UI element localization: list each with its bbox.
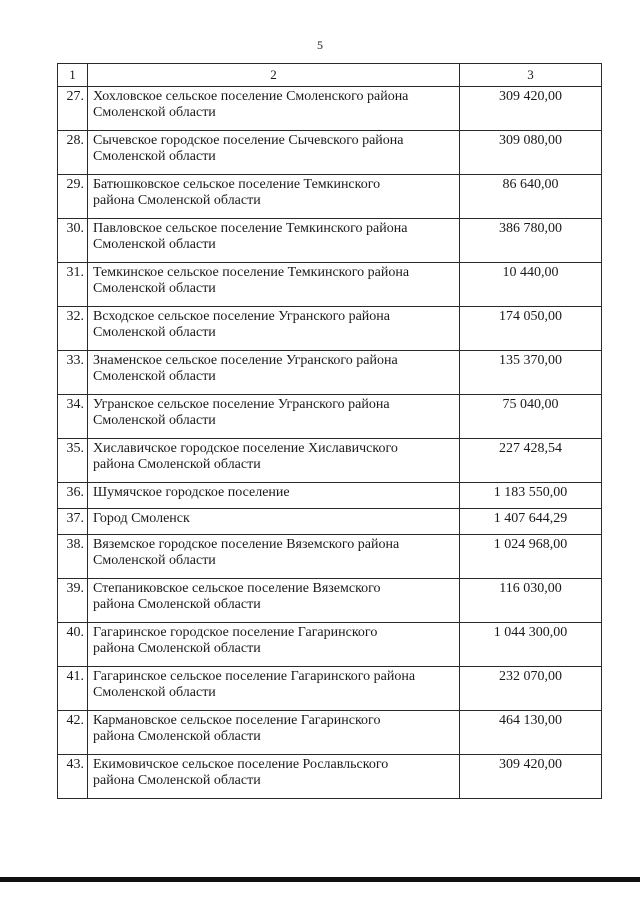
amount: 309 420,00: [460, 755, 602, 799]
amount: 1 044 300,00: [460, 623, 602, 667]
settlement-name: Гагаринское городское поселение Гагаринского района Смоленской области: [88, 623, 460, 667]
amount: 75 040,00: [460, 395, 602, 439]
settlement-name: Темкинское сельское поселение Темкинского района Смоленской области: [88, 263, 460, 307]
row-number: 35.: [58, 439, 88, 483]
row-number: 40.: [58, 623, 88, 667]
settlement-name: Угранское сельское поселение Угранского района Смоленской области: [88, 395, 460, 439]
settlement-name: Вяземское городское поселение Вяземского района Смоленской области: [88, 535, 460, 579]
row-number: 29.: [58, 175, 88, 219]
settlement-name: Екимовичское сельское поселение Рославльского района Смоленской области: [88, 755, 460, 799]
table-row: [58, 755, 602, 799]
amount: 232 070,00: [460, 667, 602, 711]
amount: 1 407 644,29: [460, 509, 602, 535]
table-header-row: [58, 64, 602, 87]
table-row: [58, 219, 602, 263]
amount: 135 370,00: [460, 351, 602, 395]
row-number: 39.: [58, 579, 88, 623]
header-col-2: 2: [88, 64, 460, 87]
header-col-1: 1: [58, 64, 88, 87]
amount: 10 440,00: [460, 263, 602, 307]
table-row: [58, 483, 602, 509]
settlement-name: Павловское сельское поселение Темкинского района Смоленской области: [88, 219, 460, 263]
settlement-name: Шумячское городское поселение: [88, 483, 460, 509]
table-row: [58, 87, 602, 131]
page-number: 5: [317, 38, 323, 52]
amount: 464 130,00: [460, 711, 602, 755]
amount: 227 428,54: [460, 439, 602, 483]
amount: 309 080,00: [460, 131, 602, 175]
settlement-name: Степаниковское сельское поселение Вяземского района Смоленской области: [88, 579, 460, 623]
table-row: [58, 439, 602, 483]
row-number: 28.: [58, 131, 88, 175]
row-number: 32.: [58, 307, 88, 351]
row-number: 30.: [58, 219, 88, 263]
row-number: 38.: [58, 535, 88, 579]
table-row: [58, 667, 602, 711]
row-number: 27.: [58, 87, 88, 131]
settlement-name: Всходское сельское поселение Угранского района Смоленской области: [88, 307, 460, 351]
amount: 309 420,00: [460, 87, 602, 131]
settlement-name: Хиславичское городское поселение Хиславичского района Смоленской области: [88, 439, 460, 483]
settlement-name: Сычевское городское поселение Сычевского района Смоленской области: [88, 131, 460, 175]
amount: 174 050,00: [460, 307, 602, 351]
row-number: 33.: [58, 351, 88, 395]
bottom-divider-line: [0, 877, 640, 882]
row-number: 36.: [58, 483, 88, 509]
row-number: 37.: [58, 509, 88, 535]
settlement-name: Хохловское сельское поселение Смоленского района Смоленской области: [88, 87, 460, 131]
table-row: [58, 711, 602, 755]
amount: 86 640,00: [460, 175, 602, 219]
settlement-name: Батюшковское сельское поселение Темкинского района Смоленской области: [88, 175, 460, 219]
table-row: [58, 535, 602, 579]
table-row: [58, 307, 602, 351]
allocation-table: [57, 63, 602, 799]
row-number: 41.: [58, 667, 88, 711]
row-number: 34.: [58, 395, 88, 439]
settlement-name: Знаменское сельское поселение Угранского района Смоленской области: [88, 351, 460, 395]
amount: 116 030,00: [460, 579, 602, 623]
table-row: [58, 579, 602, 623]
table-row: [58, 131, 602, 175]
row-number: 43.: [58, 755, 88, 799]
table-row: [58, 263, 602, 307]
settlement-name: Город Смоленск: [88, 509, 460, 535]
amount: 386 780,00: [460, 219, 602, 263]
row-number: 31.: [58, 263, 88, 307]
settlement-name: Кармановское сельское поселение Гагаринского района Смоленской области: [88, 711, 460, 755]
table-row: [58, 175, 602, 219]
row-number: 42.: [58, 711, 88, 755]
amount: 1 024 968,00: [460, 535, 602, 579]
amount: 1 183 550,00: [460, 483, 602, 509]
table-row: [58, 351, 602, 395]
header-col-3: 3: [460, 64, 602, 87]
settlement-name: Гагаринское сельское поселение Гагаринского района Смоленской области: [88, 667, 460, 711]
table-row: [58, 395, 602, 439]
table-row: [58, 509, 602, 535]
table-row: [58, 623, 602, 667]
